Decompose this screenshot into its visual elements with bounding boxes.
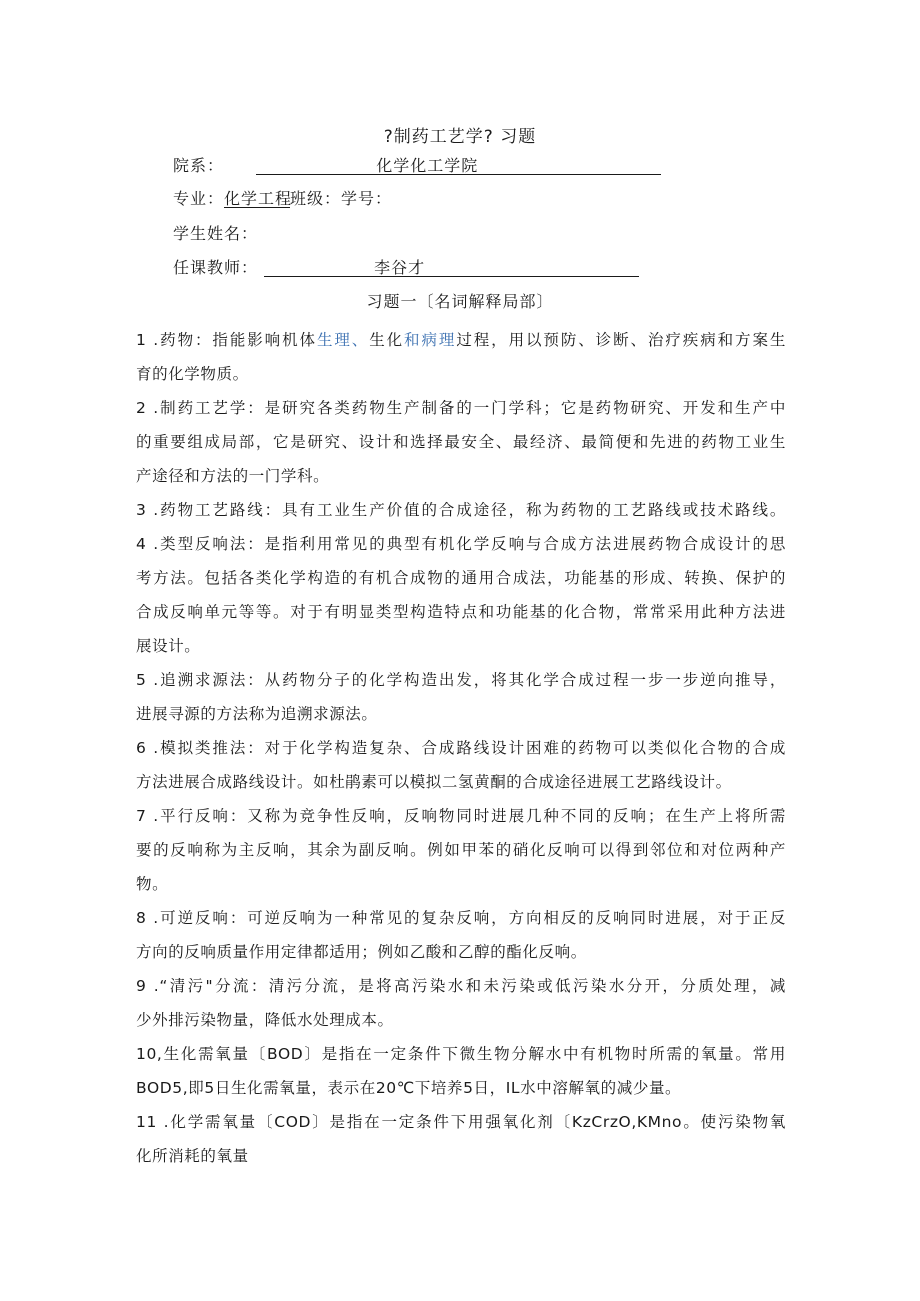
teacher-label: 任课教师： <box>173 258 259 277</box>
teacher-value: 李谷才 <box>374 258 426 277</box>
list-item: 4 .类型反响法：是指利用常见的典型有机化学反响与合成方法进展药物合成设计的思 考方法。包括各类化学构造的有机合成物的通用合成法，功能基的形成、转换、保护的 合成反响单元等等。对于有明显类型构造特点和功能基的化合物，常常采用此种方法进 展设计。 <box>136 535 786 655</box>
list-item: 1 .药物：指能影响机体生理、生化和病理过程，用以预防、诊断、治疗疾病和方案生 育的化学物质。 <box>136 331 786 383</box>
list-item: 9 .“清污"分流：清污分流，是将高污染水和未污染或低污染水分开，分质处理，减 少外排污染物量，降低水处理成本。 <box>136 977 786 1029</box>
major-row <box>173 187 392 211</box>
dept-value: 化学化工学院 <box>376 156 479 175</box>
teacher-field[interactable] <box>264 256 639 277</box>
list-item: 2 .制药工艺学：是研究各类药物生产制备的一门学科；它是药物研究、开发和生产中 的重要组成局部，它是研究、设计和选择最安全、最经济、最简便和先进的药物工业生 产途径和方法的一门学科。 <box>136 399 786 485</box>
definitions-list <box>136 323 786 1173</box>
major-value: 化学工程 <box>224 189 293 208</box>
list-item: 10,生化需氧量〔BOD〕是指在一定条件下微生物分解水中有机物时所需的氧量。常用 BOD5,即5日生化需氧量，表示在20℃下培养5日，IL水中溶解氧的减少量。 <box>136 1045 786 1097</box>
list-item: 11 .化学需氧量〔COD〕是指在一定条件下用强氧化剂〔KzCrzO,KMno。使污染物氧 化所消耗的氧量 <box>136 1113 786 1165</box>
teacher-row <box>173 256 639 280</box>
list-item: 8 .可逆反响：可逆反响为一种常见的复杂反响，方向相反的反响同时进展，对于正反 方向的反响质量作用定律都适用；例如乙酸和乙醇的酯化反响。 <box>136 909 786 961</box>
dept-row <box>173 154 661 178</box>
list-item: 5 .追溯求源法：从药物分子的化学构造出发，将其化学合成过程一步一步逆向推导， 进展寻源的方法称为追溯求源法。 <box>136 671 786 723</box>
student-name-label: 学生姓名： <box>173 224 259 243</box>
section-title: 习题一〔名词解释局部〕 <box>366 292 554 311</box>
dept-label: 院系： <box>173 156 225 175</box>
dept-field[interactable] <box>256 154 661 175</box>
major-label: 专业： <box>173 189 225 208</box>
major-field[interactable] <box>224 187 293 208</box>
document-title: ?制药工艺学? 习题 <box>383 127 537 147</box>
list-item: 7 .平行反响：又称为竞争性反响，反响物同时进展几种不同的反响；在生产上将所需 要的反响称为主反响，其余为副反响。例如甲苯的硝化反响可以得到邻位和对位两种产 物。 <box>136 807 786 893</box>
list-item: 6 .模拟类推法：对于化学构造复杂、合成路线设计困难的药物可以类似化合物的合成 方法进展合成路线设计。如杜鹃素可以模拟二氢黄酮的合成途径进展工艺路线设计。 <box>136 739 786 791</box>
class-id-label: 班级：学号： <box>290 189 393 208</box>
list-item: 3 .药物工艺路线：具有工业生产价值的合成途径，称为药物的工艺路线或技术路线。 <box>136 501 786 519</box>
student-name-row <box>173 222 258 246</box>
